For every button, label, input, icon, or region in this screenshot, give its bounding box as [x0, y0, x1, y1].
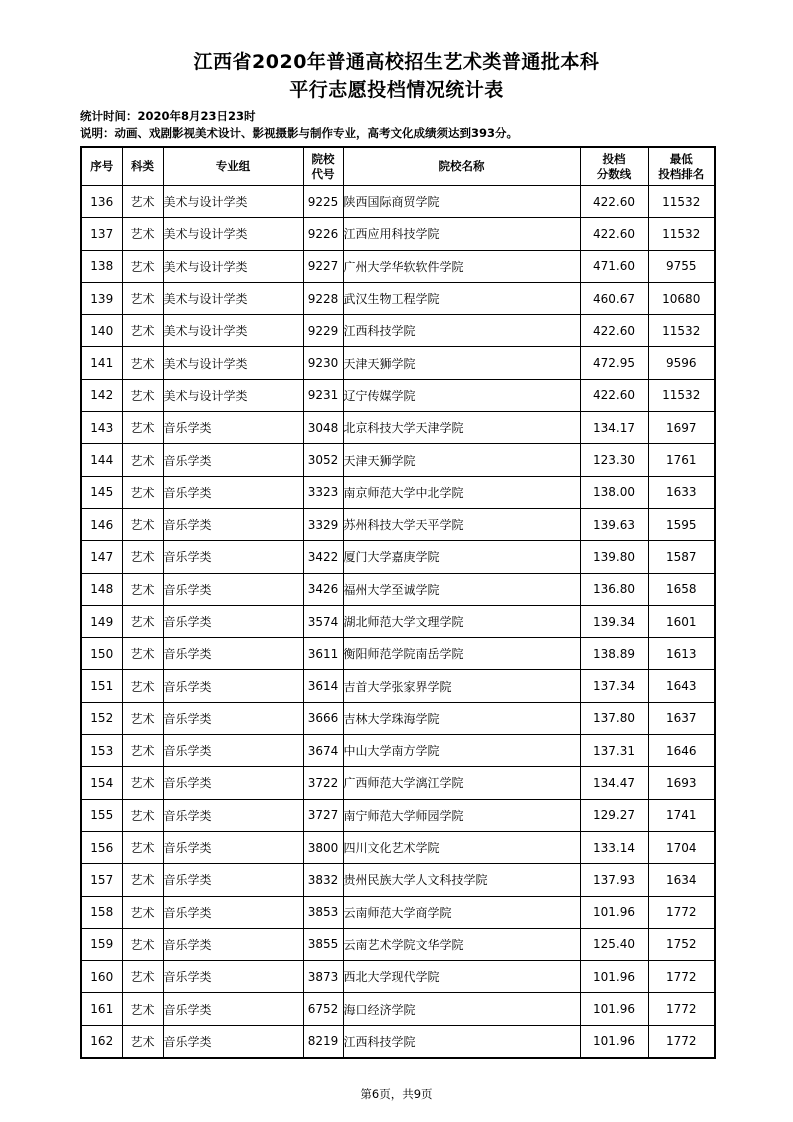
- table-row: [81, 508, 715, 540]
- cell-rank: 1658: [648, 573, 715, 605]
- cell-score: 123.30: [580, 444, 648, 476]
- cell-category: 艺术: [122, 476, 163, 508]
- cell-group: 美术与设计学类: [163, 186, 303, 218]
- table-row: [81, 573, 715, 605]
- cell-seq: 145: [81, 476, 122, 508]
- table-row: [81, 1025, 715, 1058]
- cell-seq: 144: [81, 444, 122, 476]
- cell-score: 137.34: [580, 670, 648, 702]
- cell-code: 3426: [303, 573, 343, 605]
- cell-score: 138.00: [580, 476, 648, 508]
- cell-rank: 1772: [648, 993, 715, 1025]
- cell-score: 422.60: [580, 379, 648, 411]
- cell-score: 101.96: [580, 961, 648, 993]
- cell-rank: 1752: [648, 928, 715, 960]
- header-code: [303, 147, 343, 186]
- header-code-line2: 代号: [311, 166, 335, 181]
- cell-group: 美术与设计学类: [163, 315, 303, 347]
- cell-category: 艺术: [122, 218, 163, 250]
- cell-rank: 1741: [648, 799, 715, 831]
- cell-rank: 9755: [648, 250, 715, 282]
- cell-score: 101.96: [580, 1025, 648, 1058]
- cell-school: 海口经济学院: [343, 993, 580, 1025]
- cell-group: 音乐学类: [163, 735, 303, 767]
- table-row: [81, 315, 715, 347]
- cell-group: 音乐学类: [163, 1025, 303, 1058]
- cell-rank: 1634: [648, 864, 715, 896]
- cell-school: 南宁师范大学师园学院: [343, 799, 580, 831]
- cell-score: 139.80: [580, 541, 648, 573]
- cell-group: 音乐学类: [163, 412, 303, 444]
- cell-score: 101.96: [580, 896, 648, 928]
- cell-school: 江西科技学院: [343, 315, 580, 347]
- cell-seq: 155: [81, 799, 122, 831]
- table-row: [81, 218, 715, 250]
- cell-school: 厦门大学嘉庚学院: [343, 541, 580, 573]
- cell-group: 音乐学类: [163, 476, 303, 508]
- table-row: [81, 928, 715, 960]
- cell-school: 西北大学现代学院: [343, 961, 580, 993]
- cell-code: 9225: [303, 186, 343, 218]
- cell-score: 101.96: [580, 993, 648, 1025]
- cell-rank: 1595: [648, 508, 715, 540]
- cell-group: 美术与设计学类: [163, 218, 303, 250]
- cell-code: 3722: [303, 767, 343, 799]
- cell-code: 3611: [303, 638, 343, 670]
- document-title-line2: 平行志愿投档情况统计表: [289, 79, 504, 101]
- header-score-line2: 分数线: [596, 166, 632, 181]
- cell-group: 音乐学类: [163, 993, 303, 1025]
- cell-code: 3832: [303, 864, 343, 896]
- table-row: [81, 670, 715, 702]
- header-rank-line1: 最低: [669, 151, 693, 166]
- cell-score: 471.60: [580, 250, 648, 282]
- cell-score: 134.17: [580, 412, 648, 444]
- cell-seq: 142: [81, 379, 122, 411]
- header-rank-line2: 投档排名: [658, 166, 705, 181]
- cell-code: 3855: [303, 928, 343, 960]
- cell-category: 艺术: [122, 379, 163, 411]
- cell-school: 陕西国际商贸学院: [343, 186, 580, 218]
- cell-group: 音乐学类: [163, 767, 303, 799]
- cell-school: 衡阳师范学院南岳学院: [343, 638, 580, 670]
- cell-code: 3800: [303, 831, 343, 863]
- cell-seq: 161: [81, 993, 122, 1025]
- cell-score: 137.93: [580, 864, 648, 896]
- cell-rank: 1772: [648, 896, 715, 928]
- table-body: [81, 186, 715, 1059]
- table-row: [81, 961, 715, 993]
- cell-rank: 1613: [648, 638, 715, 670]
- cell-code: 6752: [303, 993, 343, 1025]
- cell-rank: 1633: [648, 476, 715, 508]
- table-row: [81, 831, 715, 863]
- table-row: [81, 347, 715, 379]
- cell-seq: 136: [81, 186, 122, 218]
- cell-school: 武汉生物工程学院: [343, 282, 580, 314]
- cell-seq: 149: [81, 605, 122, 637]
- cell-code: 3048: [303, 412, 343, 444]
- cell-group: 音乐学类: [163, 961, 303, 993]
- cell-category: 艺术: [122, 186, 163, 218]
- cell-seq: 152: [81, 702, 122, 734]
- cell-score: 460.67: [580, 282, 648, 314]
- table-row: [81, 767, 715, 799]
- cell-seq: 160: [81, 961, 122, 993]
- table-row: [81, 412, 715, 444]
- table-row: [81, 638, 715, 670]
- cell-code: 3323: [303, 476, 343, 508]
- cell-category: 艺术: [122, 799, 163, 831]
- cell-school: 云南师范大学商学院: [343, 896, 580, 928]
- cell-score: 422.60: [580, 315, 648, 347]
- table-row: [81, 186, 715, 218]
- cell-rank: 1587: [648, 541, 715, 573]
- cell-group: 美术与设计学类: [163, 250, 303, 282]
- cell-score: 422.60: [580, 186, 648, 218]
- table-row: [81, 605, 715, 637]
- header-category: 科类: [122, 147, 163, 186]
- cell-school: 湖北师范大学文理学院: [343, 605, 580, 637]
- cell-code: 3052: [303, 444, 343, 476]
- cell-seq: 151: [81, 670, 122, 702]
- cell-code: 3666: [303, 702, 343, 734]
- cell-rank: 1761: [648, 444, 715, 476]
- cell-group: 美术与设计学类: [163, 282, 303, 314]
- cell-group: 音乐学类: [163, 702, 303, 734]
- cell-seq: 159: [81, 928, 122, 960]
- cell-school: 苏州科技大学天平学院: [343, 508, 580, 540]
- cell-group: 音乐学类: [163, 573, 303, 605]
- cell-school: 江西科技学院: [343, 1025, 580, 1058]
- cell-group: 音乐学类: [163, 896, 303, 928]
- cell-score: 133.14: [580, 831, 648, 863]
- cell-code: 9231: [303, 379, 343, 411]
- header-code-line1: 院校: [311, 151, 335, 166]
- cell-seq: 158: [81, 896, 122, 928]
- cell-score: 129.27: [580, 799, 648, 831]
- cell-school: 吉首大学张家界学院: [343, 670, 580, 702]
- cell-school: 四川文化艺术学院: [343, 831, 580, 863]
- cell-category: 艺术: [122, 702, 163, 734]
- cell-code: 3727: [303, 799, 343, 831]
- cell-group: 音乐学类: [163, 541, 303, 573]
- cell-seq: 137: [81, 218, 122, 250]
- table-row: [81, 799, 715, 831]
- cell-category: 艺术: [122, 347, 163, 379]
- cell-code: 3614: [303, 670, 343, 702]
- cell-school: 南京师范大学中北学院: [343, 476, 580, 508]
- cell-school: 吉林大学珠海学院: [343, 702, 580, 734]
- page-footer: 第6页，共9页: [360, 1087, 433, 1101]
- cell-school: 天津天狮学院: [343, 347, 580, 379]
- cell-group: 音乐学类: [163, 831, 303, 863]
- cell-rank: 11532: [648, 218, 715, 250]
- header-group: 专业组: [163, 147, 303, 186]
- cell-rank: 1772: [648, 1025, 715, 1058]
- cell-score: 136.80: [580, 573, 648, 605]
- table-row: [81, 993, 715, 1025]
- table-row: [81, 541, 715, 573]
- cell-code: 8219: [303, 1025, 343, 1058]
- cell-group: 音乐学类: [163, 670, 303, 702]
- cell-seq: 154: [81, 767, 122, 799]
- cell-seq: 138: [81, 250, 122, 282]
- cell-rank: 11532: [648, 315, 715, 347]
- cell-code: 3674: [303, 735, 343, 767]
- cell-rank: 1772: [648, 961, 715, 993]
- cell-rank: 1704: [648, 831, 715, 863]
- cell-school: 云南艺术学院文华学院: [343, 928, 580, 960]
- cell-category: 艺术: [122, 508, 163, 540]
- cell-school: 贵州民族大学人文科技学院: [343, 864, 580, 896]
- table-row: [81, 444, 715, 476]
- note: 说明：动画、戏剧影视美术设计、影视摄影与制作专业，高考文化成绩须达到393分。: [80, 126, 519, 140]
- cell-code: 9226: [303, 218, 343, 250]
- cell-school: 天津天狮学院: [343, 444, 580, 476]
- cell-code: 9228: [303, 282, 343, 314]
- stat-time: 统计时间：2020年8月23日23时: [80, 109, 256, 123]
- cell-school: 广州大学华软软件学院: [343, 250, 580, 282]
- table-row: [81, 702, 715, 734]
- cell-category: 艺术: [122, 605, 163, 637]
- table-row: [81, 864, 715, 896]
- cell-seq: 141: [81, 347, 122, 379]
- cell-seq: 143: [81, 412, 122, 444]
- cell-code: 3873: [303, 961, 343, 993]
- header-score: [580, 147, 648, 186]
- cell-category: 艺术: [122, 444, 163, 476]
- cell-category: 艺术: [122, 831, 163, 863]
- cell-score: 422.60: [580, 218, 648, 250]
- cell-score: 134.47: [580, 767, 648, 799]
- cell-seq: 162: [81, 1025, 122, 1058]
- header-score-line1: 投档: [602, 151, 626, 166]
- table-row: [81, 476, 715, 508]
- cell-score: 139.34: [580, 605, 648, 637]
- cell-group: 音乐学类: [163, 799, 303, 831]
- cell-rank: 9596: [648, 347, 715, 379]
- cell-rank: 1646: [648, 735, 715, 767]
- cell-school: 辽宁传媒学院: [343, 379, 580, 411]
- cell-category: 艺术: [122, 928, 163, 960]
- cell-category: 艺术: [122, 767, 163, 799]
- cell-score: 139.63: [580, 508, 648, 540]
- cell-category: 艺术: [122, 638, 163, 670]
- cell-code: 3574: [303, 605, 343, 637]
- cell-seq: 148: [81, 573, 122, 605]
- cell-rank: 1693: [648, 767, 715, 799]
- cell-group: 音乐学类: [163, 928, 303, 960]
- cell-group: 音乐学类: [163, 638, 303, 670]
- cell-code: 9229: [303, 315, 343, 347]
- cell-seq: 157: [81, 864, 122, 896]
- cell-category: 艺术: [122, 961, 163, 993]
- cell-category: 艺术: [122, 250, 163, 282]
- cell-category: 艺术: [122, 315, 163, 347]
- cell-code: 9230: [303, 347, 343, 379]
- cell-seq: 146: [81, 508, 122, 540]
- cell-seq: 156: [81, 831, 122, 863]
- cell-rank: 1643: [648, 670, 715, 702]
- cell-school: 广西师范大学漓江学院: [343, 767, 580, 799]
- cell-score: 125.40: [580, 928, 648, 960]
- cell-category: 艺术: [122, 573, 163, 605]
- table-row: [81, 379, 715, 411]
- header-seq: 序号: [81, 147, 122, 186]
- table-row: [81, 282, 715, 314]
- cell-rank: 1601: [648, 605, 715, 637]
- cell-seq: 153: [81, 735, 122, 767]
- cell-code: 3329: [303, 508, 343, 540]
- cell-category: 艺术: [122, 412, 163, 444]
- cell-group: 音乐学类: [163, 508, 303, 540]
- cell-rank: 11532: [648, 186, 715, 218]
- cell-category: 艺术: [122, 735, 163, 767]
- header-school: 院校名称: [343, 147, 580, 186]
- cell-category: 艺术: [122, 993, 163, 1025]
- cell-score: 138.89: [580, 638, 648, 670]
- cell-rank: 11532: [648, 379, 715, 411]
- table-row: [81, 896, 715, 928]
- cell-category: 艺术: [122, 670, 163, 702]
- cell-rank: 10680: [648, 282, 715, 314]
- table-row: [81, 250, 715, 282]
- cell-group: 音乐学类: [163, 864, 303, 896]
- cell-score: 472.95: [580, 347, 648, 379]
- cell-score: 137.31: [580, 735, 648, 767]
- cell-category: 艺术: [122, 1025, 163, 1058]
- cell-category: 艺术: [122, 896, 163, 928]
- table-row: [81, 735, 715, 767]
- cell-group: 美术与设计学类: [163, 347, 303, 379]
- cell-group: 美术与设计学类: [163, 379, 303, 411]
- cell-seq: 139: [81, 282, 122, 314]
- cell-seq: 140: [81, 315, 122, 347]
- cell-school: 福州大学至诚学院: [343, 573, 580, 605]
- cell-category: 艺术: [122, 282, 163, 314]
- cell-rank: 1637: [648, 702, 715, 734]
- cell-code: 9227: [303, 250, 343, 282]
- cell-group: 音乐学类: [163, 605, 303, 637]
- cell-code: 3422: [303, 541, 343, 573]
- cell-seq: 150: [81, 638, 122, 670]
- cell-category: 艺术: [122, 864, 163, 896]
- table-header-row: [81, 147, 715, 186]
- header-rank: [648, 147, 715, 186]
- cell-school: 江西应用科技学院: [343, 218, 580, 250]
- document-title-line1: 江西省2020年普通高校招生艺术类普通批本科: [193, 51, 600, 73]
- cell-school: 中山大学南方学院: [343, 735, 580, 767]
- cell-rank: 1697: [648, 412, 715, 444]
- admission-table: [80, 146, 716, 1059]
- cell-seq: 147: [81, 541, 122, 573]
- cell-category: 艺术: [122, 541, 163, 573]
- cell-group: 音乐学类: [163, 444, 303, 476]
- cell-school: 北京科技大学天津学院: [343, 412, 580, 444]
- cell-code: 3853: [303, 896, 343, 928]
- cell-score: 137.80: [580, 702, 648, 734]
